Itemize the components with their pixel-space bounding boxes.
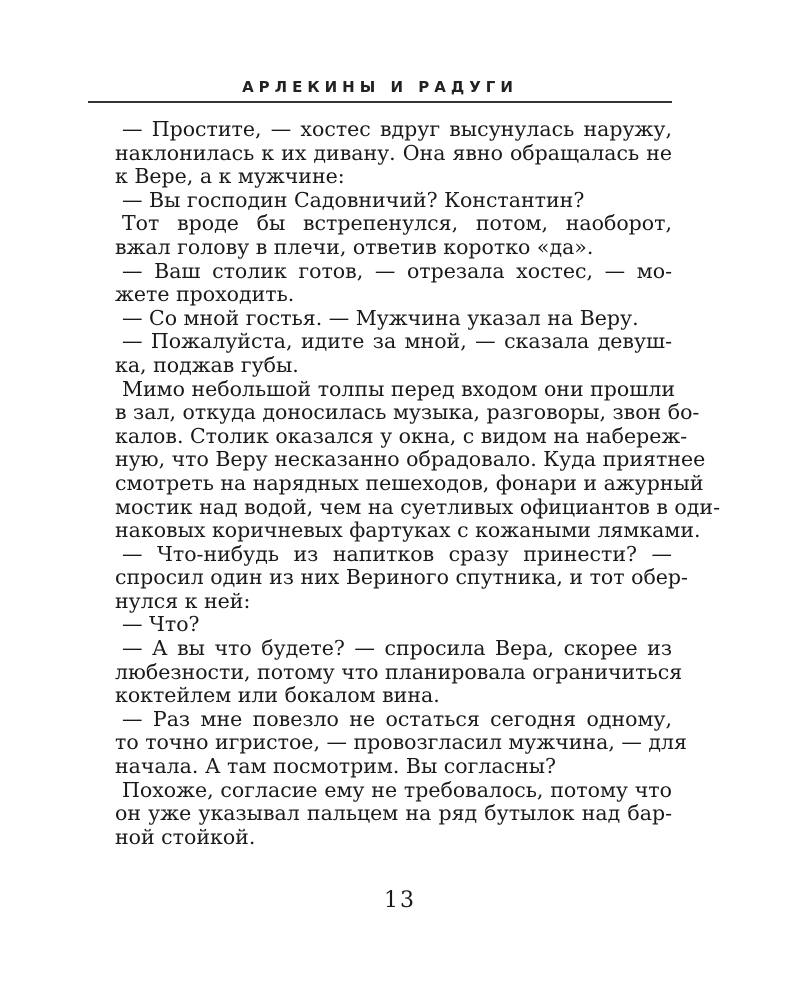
text-line: в зал, откуда доносилась музыка, разговоры, звон бо- (115, 400, 700, 425)
body-text (115, 117, 720, 849)
text-line: смотреть на нарядных пешеходов, фонари и ажурный (115, 470, 704, 495)
text-line: наковых коричневых фартуках с кожаными лямками. (115, 518, 701, 543)
text-line: он уже указывал пальцем на ряд бутылок над бар- (115, 801, 672, 826)
text-line: спросил один из них Вериного спутника, и тот обер- (115, 565, 688, 590)
text-line: Тот вроде бы встрепенулся, потом, наоборот, (122, 211, 672, 236)
text-line: — Раз мне повезло не остаться сегодня одному, (122, 706, 672, 731)
running-head: АРЛЕКИНЫ И РАДУГИ (242, 78, 518, 96)
text-line: начала. А там посмотрим. Вы согласны? (115, 754, 557, 779)
page-number: 13 (384, 888, 416, 913)
text-line: ную, что Веру несказанно обрадовало. Куда приятнее (115, 447, 706, 472)
text-line: — Пожалуйста, идите за мной, — сказала девуш- (122, 329, 672, 354)
text-line: калов. Столик оказался у окна, с видом на набереж- (115, 423, 688, 448)
text-line: мостик над водой, чем на суетливых официантов в оди- (115, 494, 720, 519)
text-line: коктейлем или бокалом вина. (115, 683, 440, 708)
text-line: — Что-нибудь из напитков сразу принести? — (122, 541, 672, 566)
text-line: жете проходить. (115, 282, 295, 307)
text-line: любезности, потому что планировала ограничиться (115, 659, 683, 684)
text-line: нулся к ней: (115, 588, 251, 613)
text-line: наклонилась к их дивану. Она явно обращалась не (115, 140, 672, 165)
header-rule (88, 101, 672, 103)
text-line: то точно игристое, — провозгласил мужчина, — для (115, 730, 687, 755)
text-line: к Вере, а к мужчине: (115, 164, 345, 189)
text-line: — Простите, — хостес вдруг высунулась наружу, (122, 117, 672, 141)
text-line: — А вы что будете? — спросила Вера, скорее из (122, 636, 672, 661)
text-line: — Вы господин Садовничий? Константин? (122, 187, 585, 212)
text-line: ной стойкой. (115, 824, 256, 849)
text-line: — Что? (122, 612, 200, 637)
text-line: Похоже, согласие ему не требовалось, потому что (122, 777, 672, 802)
text-line: ка, поджав губы. (115, 352, 299, 377)
text-line: — Ваш столик готов, — отрезала хостес, — мо- (122, 258, 672, 283)
text-line: Мимо небольшой толпы перед входом они прошли (122, 376, 676, 401)
text-line: вжал голову в плечи, ответив коротко «да». (115, 234, 594, 259)
text-line: — Со мной гостья. — Мужчина указал на Веру. (122, 305, 639, 330)
